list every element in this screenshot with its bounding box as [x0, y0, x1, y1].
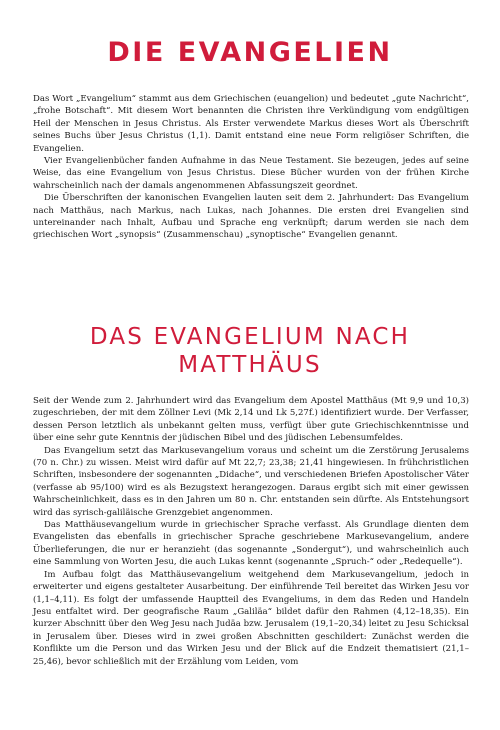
- section-title-matthaeus: [0, 323, 500, 379]
- paragraph: Die Überschriften der kanonischen Evangelien lauten seit dem 2. Jahrhundert: Das Evangelium nach Matthäus, nach Markus, nach Lukas, nach Johannes. Die ersten drei Evangelien sind untereinander nach Inhalt, Aufbau und Sprache eng verknüpft; darum werden sie nach dem griechischen Wort „synopsis“ (Zusammenschau) „synoptische“ Evangelien genannt.: [33, 193, 469, 241]
- paragraph: Vier Evangelienbücher fanden Aufnahme in das Neue Testament. Sie bezeugen, jedes auf seine Weise, das eine Evangelium von Jesus Christus. Diese Bücher wurden von der frühen Kirche wahrscheinlich nach der damals angenommenen Abfassungszeit geordnet.: [33, 156, 469, 191]
- section-title-line-1: DAS EVANGELIUM NACH: [89, 324, 411, 350]
- section-evangelien-body: [33, 93, 469, 242]
- paragraph: Das Wort „Evangelium“ stammt aus dem Griechischen (euangelion) und bedeutet „gute Nachricht“, „frohe Botschaft“. Mit diesem Wort benannten die Christen ihre Verkündigung vom endgültigen Heil der Menschen in Jesus Christus. Als Erster verwendete Markus dieses Wort als Überschrift seines Buchs über Jesus Christus (1,1). Damit entstand eine neue Form religiöser Schriften, die Evangelien.: [33, 94, 469, 154]
- section-matthaeus-body: [33, 395, 469, 668]
- section-title-evangelien: DIE EVANGELIEN: [107, 37, 393, 68]
- paragraph: Das Evangelium setzt das Markusevangelium voraus und scheint um die Zerstörung Jerusalems (70 n. Chr.) zu wissen. Meist wird dafür auf Mt 22,7; 23,38; 21,41 hingewiesen. In frühchristlichen Schriften, insbesondere der sogenannten „Didache“, und verschiedenen Briefen Apostolischer Väter (verfasse ab 95/100) wird es als Bezugstext herangezogen. Daraus ergibt sich mit einer gewissen Wahrscheinlichkeit, dass es in den Jahren um 80 n. Chr. entstanden sein dürfte. Als Entstehungsort wird das syrisch-galiläische Grenzgebiet angenommen.: [33, 445, 469, 518]
- paragraph: Im Aufbau folgt das Matthäusevangelium weitgehend dem Markusevangelium, jedoch in erweiterter und eigens gestalteter Ausarbeitung. Der einführende Teil bereitet das Wirken Jesu vor (1,1–4,11). Es folgt der umfassende Hauptteil des Evangeliums, in dem das Reden und Handeln Jesu entfaltet wird. Der geografische Raum „Galiläa“ bildet dafür den Rahmen (4,12–18,35). Ein kurzer Abschnitt über den Weg Jesu nach Judäa bzw. Jerusalem (19,1–20,34) leitet zu Jesu Schicksal in Jerusalem über. Dieses wird in zwei großen Abschnitten geschildert: Zunächst werden die Konflikte um die Person und das Wirken Jesu und der Blick auf die Endzeit thematisiert (21,1–25,46), bevor schließlich mit der Erzählung vom Leiden, vom: [33, 569, 469, 667]
- paragraph: Das Matthäusevangelium wurde in griechischer Sprache verfasst. Als Grundlage dienten dem Evangelisten das ebenfalls in griechischer Sprache geschriebene Markusevangelium, andere Überlieferungen, die nur er heranzieht (das sogenannte „Sondergut“), und wahrscheinlich auch eine Sammlung von Worten Jesu, die auch Lukas kennt (sogenannte „Spruch-“ oder „Redequelle“).: [33, 520, 469, 568]
- section-title-line-2: MATTHÄUS: [178, 352, 322, 378]
- paragraph: Seit der Wende zum 2. Jahrhundert wird das Evangelium dem Apostel Matthäus (Mt 9,9 und 10,3) zugeschrieben, der mit dem Zöllner Levi (Mk 2,14 und Lk 5,27f.) identifiziert wurde. Der Verfasser, dessen Person letztlich als unbekannt gelten muss, verfügt über gute Griechischkenntnisse und über eine sehr gute Kenntnis der jüdischen Bibel und des jüdischen Lebensumfeldes.: [33, 396, 469, 444]
